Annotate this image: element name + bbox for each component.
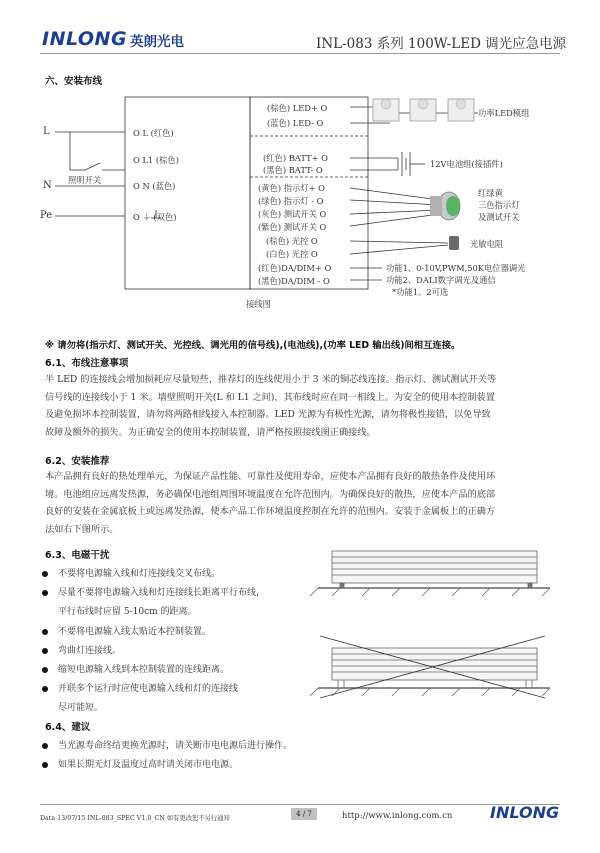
indicator-label-2: 三色指示灯: [478, 200, 520, 210]
emi-bullet-2: 尽量不要将电源输入线和灯连接线长距离平行布线，: [42, 585, 265, 598]
terminal-batt-minus: (黑色) BATT- O: [263, 165, 323, 175]
battery-label: 12V电池组(接插件): [430, 159, 503, 169]
switch-label: 照明开关: [68, 175, 102, 185]
emi-bullet-6: 并联多个运行时应使电源输入线和灯的连接线: [42, 681, 238, 694]
emi-bullet-4: 弯曲灯连接线。: [42, 643, 121, 656]
terminal-ind-plus: (黄色) 指示灯+ O: [258, 183, 325, 193]
function-note: *功能1、2可选: [392, 287, 449, 297]
input-n-label: N: [43, 180, 52, 191]
terminal-dim-minus: (黑色)DA/DIM - O: [258, 276, 330, 286]
document-title: INL-083 系列 100W-LED 调光应急电源: [316, 36, 567, 52]
website-link[interactable]: http://www.inlong.com.cn: [342, 811, 453, 821]
section-6-4-title: 6.4、建议: [45, 722, 91, 733]
paragraph-line: 法如右下图所示。: [45, 523, 119, 535]
terminal-batt-plus: (红色) BATT+ O: [263, 153, 328, 163]
terminal-l: O L (红色): [133, 128, 174, 138]
terminal-dim-plus: (红色)DA/DIM+ O: [258, 263, 332, 273]
advice-bullet-2: 如果长期无灯及温度过高时请关闭市电电源。: [42, 757, 238, 770]
emi-bullet-5: 缩短电源输入线到本控制装置的连线距离。: [42, 662, 229, 675]
section-6-2-text: [45, 468, 575, 538]
photo-resistor-label: 光敏电阻: [470, 239, 504, 249]
bullet-icon: [42, 571, 48, 577]
page-number: 4 / 7: [291, 808, 317, 820]
paragraph-line: 半 LED 的连接线会增加损耗应尽量短些，推荐灯的连线使用小于 3 米的铜芯线连接。指示灯、测试测试开关等: [45, 374, 497, 385]
section-6-3-title: 6.3、电磁干扰: [45, 550, 110, 561]
section-6-1-title: 6.1、布线注意事项: [45, 358, 129, 369]
input-pe-label: Pe: [40, 210, 53, 221]
bullet-icon: [42, 648, 48, 654]
paragraph-line: 境。电池组应远离发热源，务必确保电池组周围环境温度在允许范围内。为确保良好的散热，应使本产品的底部: [45, 488, 496, 500]
function-1-label: 功能1、0-10V,PWM,50K电位器调光: [386, 263, 526, 273]
emi-bullet-3: 不要将电源输入线太贴近本控制装置。: [42, 624, 211, 637]
terminal-ind-minus: (绿色) 指示灯 - O: [258, 196, 324, 206]
function-2-label: 功能2、DALI数字调光及通信: [386, 275, 496, 285]
paragraph-line: 良好的安装在金属底板上或远离发热源，使本产品工作环境温度控制在允许的范围内。安装于金属板上的正确方: [45, 506, 496, 517]
paragraph-line: 及避免损坏本控制装置，请勿将两路相线接入本控制器。LED 光源为有极性光源，请勿将极性接错，以免导致: [45, 409, 491, 420]
emi-bullet-6-cont: 尽可能短。: [58, 703, 104, 713]
diagram-caption: 接线图: [246, 299, 271, 309]
paragraph-line: 故障及额外的损失。为正确安全的使用本控制装置，请严格按照接线图正确接线。: [45, 426, 376, 438]
company-name: 英朗光电: [130, 34, 184, 50]
paragraph-line: 本产品拥有良好的热处理单元，为保证产品性能、可靠性及使用寿命，应使本产品拥有良好的散热条件及使用环: [45, 471, 496, 482]
input-l-label: L: [43, 126, 50, 137]
mounting-illustration: [310, 548, 560, 703]
advice-bullet-1: 当光源寿命终结更换光源时，请关断市电电源后进行操作。: [42, 738, 292, 751]
terminal-n: O N (蓝色): [133, 181, 176, 191]
emi-bullet-1: 不要将电源输入线和灯连接线交叉布线。: [42, 566, 220, 579]
terminal-pe: O ⏚ (双色): [133, 212, 177, 222]
terminal-test2: (紫色) 测试开关 O: [258, 222, 327, 232]
footer-logo: INLONG: [490, 803, 560, 822]
bullet-icon: [42, 629, 48, 635]
emi-bullet-2-cont: 平行布线时应留 5-10cm 的距离。: [58, 607, 197, 617]
bullet-icon: [42, 590, 48, 596]
terminal-photo2: (白色) 光控 O: [266, 249, 318, 259]
indicator-label-1: 红绿黄: [478, 188, 503, 198]
bullet-icon: [42, 686, 48, 692]
led-module-label: 功率LED模组: [478, 108, 530, 118]
section-title: 六、安装布线: [45, 76, 103, 87]
terminal-photo1: (棕色) 光控 O: [266, 236, 318, 246]
indicator-label-3: 及测试开关: [478, 212, 520, 222]
terminal-test1: (灰色) 测试开关 O: [258, 209, 327, 219]
footer-divider: [40, 804, 560, 805]
paragraph-line: 信号线的连接线小于 1 米。墙壁照明开关(L 和 L1 之间)，其布线时应在同一相线上。为安全的使用本控制装置: [45, 391, 495, 403]
section-6-2-title: 6.2、安装推荐: [45, 456, 110, 467]
terminal-l1: O L1 (棕色): [133, 155, 179, 165]
section-6-1-text: [45, 371, 575, 441]
bullet-icon: [42, 762, 48, 768]
terminal-led-minus: (蓝色) LED- O: [267, 118, 324, 128]
bullet-icon: [42, 667, 48, 673]
wiring-warning: ※ 请勿将(指示灯、测试开关、光控线、调光用的信号线),(电池线),(功率 LED 输出线)间相互连接。: [45, 340, 461, 351]
footer-doc-info: Data 13/07/15 INL-083_SPEC V1.0_CN 如有更改恕不另行通知: [40, 815, 230, 822]
brand-logo: INLONG: [42, 28, 128, 50]
bullet-icon: [42, 743, 48, 749]
terminal-led-plus: (棕色) LED+ O: [267, 103, 328, 113]
